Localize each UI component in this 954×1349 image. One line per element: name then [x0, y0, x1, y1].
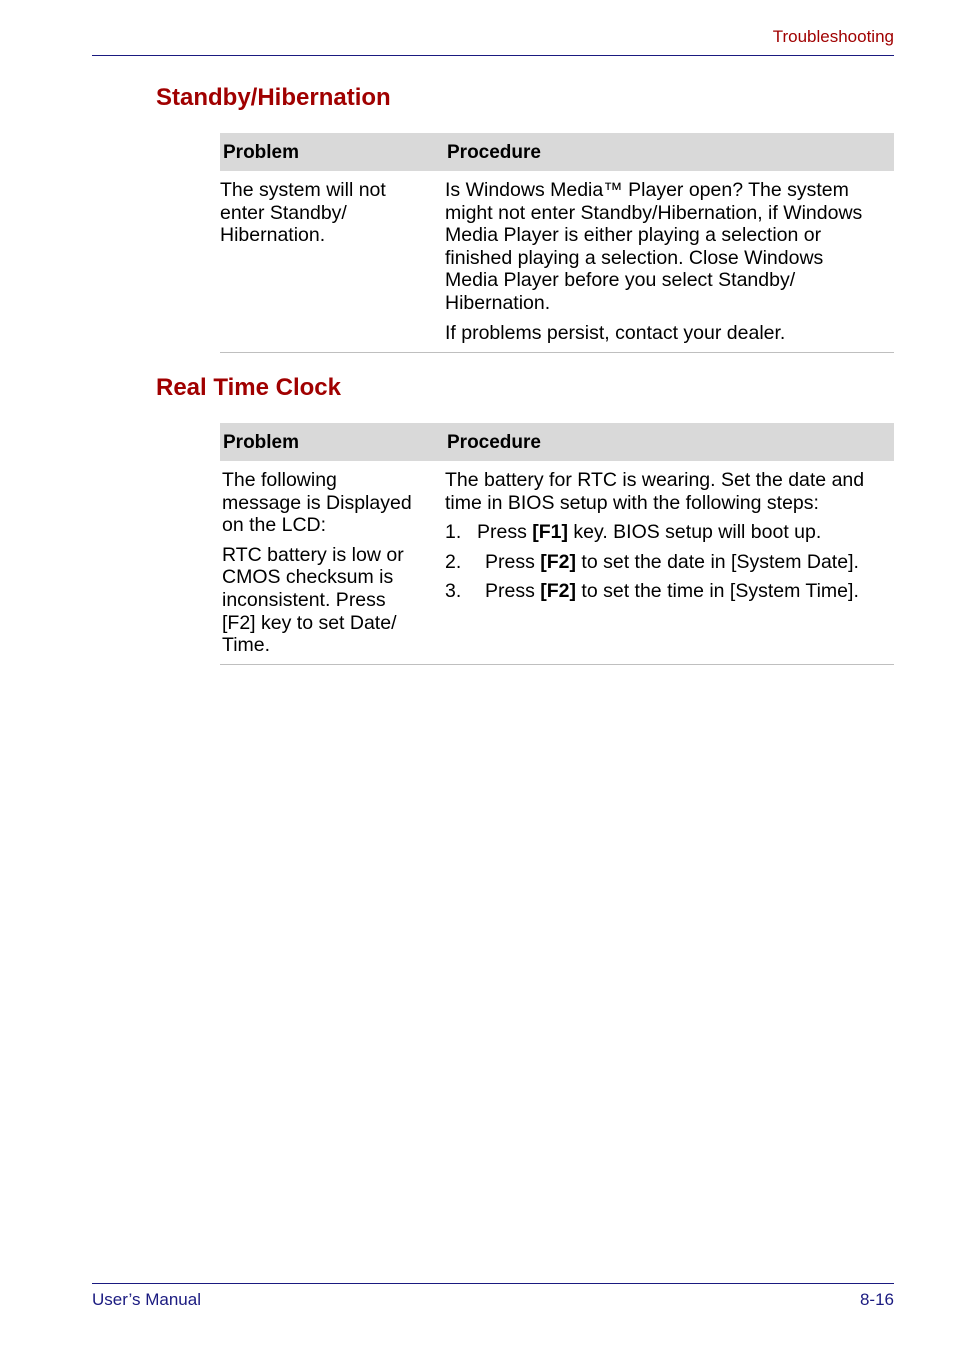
key-label: [F2]: [540, 550, 577, 573]
rtc-table: [220, 423, 894, 665]
problem-line: [F2] key to set Date/: [222, 611, 397, 634]
problem-cell: [220, 179, 435, 247]
column-header-problem: Problem: [223, 432, 300, 453]
step-number: 2.: [445, 550, 462, 573]
problem-line: The system will not: [220, 179, 386, 201]
running-header: Troubleshooting: [772, 27, 894, 46]
problem-line: Time.: [222, 634, 271, 657]
procedure-cell: [445, 179, 894, 344]
column-header-procedure: Procedure: [447, 432, 541, 453]
procedure-line: finished playing a selection. Close Windows: [445, 246, 824, 269]
problem-line: RTC battery is low or: [222, 543, 404, 566]
problem-line: enter Standby/: [220, 201, 347, 224]
procedure-line: Media Player before you select Standby/: [445, 269, 796, 292]
problem-cell: [222, 469, 435, 657]
table-row: [220, 171, 894, 353]
procedure-line: Is Windows Media™ Player open? The system: [445, 179, 849, 201]
standby-table: [220, 133, 894, 353]
procedure-line: time in BIOS setup with the following steps:: [445, 491, 819, 514]
problem-line: Hibernation.: [220, 224, 326, 247]
procedure-line: Hibernation.: [445, 291, 551, 314]
page-number: 8-16: [859, 1290, 894, 1309]
key-label: [F2]: [540, 580, 577, 603]
table-row: [220, 461, 894, 665]
footer-rule: [92, 1283, 894, 1284]
problem-line: message is Displayed: [222, 491, 412, 514]
section-title-standby: Standby/Hibernation: [156, 84, 391, 111]
header-rule: [92, 55, 894, 56]
problem-line: The following: [222, 469, 337, 491]
procedure-step: [445, 521, 894, 544]
problem-line: inconsistent. Press: [222, 588, 386, 611]
key-label: [F1]: [532, 521, 569, 544]
step-text: Press [F2] to set the date in [System Date].: [485, 550, 859, 573]
table-header: [220, 133, 894, 171]
step-number: 1.: [445, 521, 462, 544]
section-title-rtc: Real Time Clock: [156, 374, 341, 401]
step-number: 3.: [445, 580, 462, 603]
procedure-step: [445, 551, 894, 574]
problem-line: on the LCD:: [222, 514, 327, 537]
table-header: [220, 423, 894, 461]
procedure-line: might not enter Standby/Hibernation, if Windows: [445, 201, 863, 224]
column-header-procedure: Procedure: [447, 142, 541, 163]
column-header-problem: Problem: [223, 142, 300, 163]
step-text: Press [F2] to set the time in [System Time].: [485, 580, 859, 603]
problem-line: CMOS checksum is: [222, 566, 394, 589]
procedure-line: Media Player is either playing a selection or: [445, 224, 822, 247]
procedure-step: [445, 580, 894, 603]
procedure-note: If problems persist, contact your dealer.: [445, 321, 786, 344]
step-text: Press [F1] key. BIOS setup will boot up.: [477, 521, 822, 544]
footer-manual-title: User’s Manual: [92, 1290, 201, 1309]
procedure-cell: [445, 469, 894, 603]
procedure-line: The battery for RTC is wearing. Set the date and: [445, 469, 865, 491]
